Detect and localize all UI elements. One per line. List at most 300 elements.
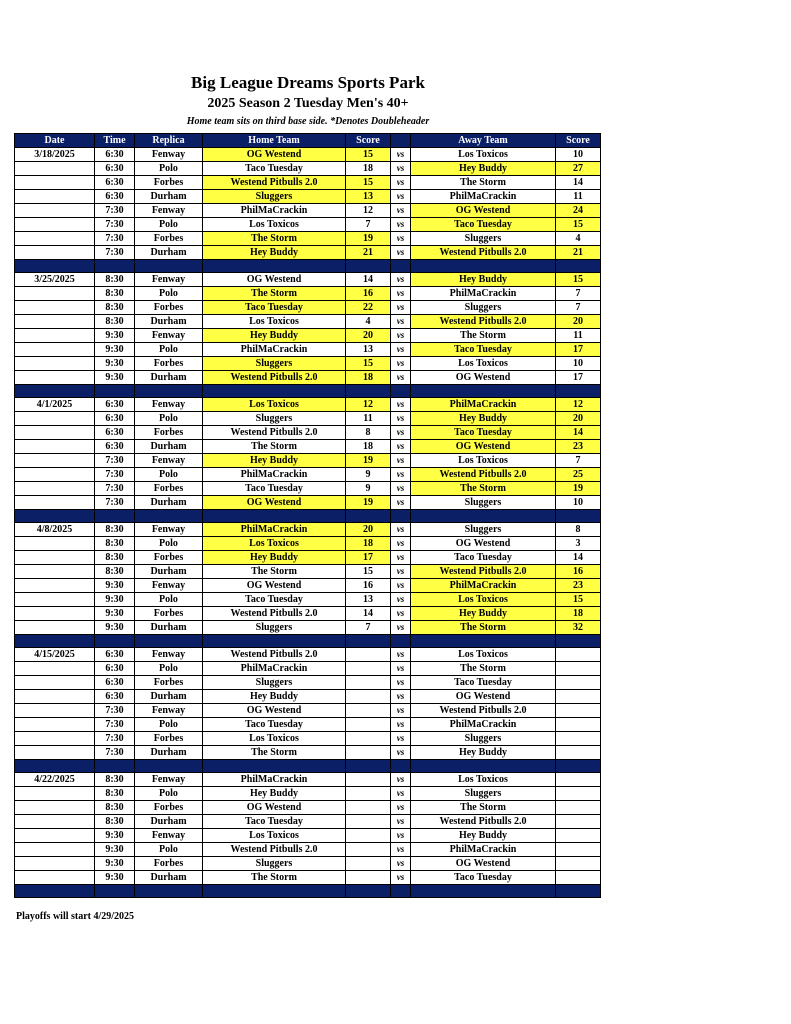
away-score-cell (556, 871, 601, 885)
field-cell: Durham (135, 190, 203, 204)
home-score-cell (346, 690, 391, 704)
field-cell: Polo (135, 162, 203, 176)
field-cell: Fenway (135, 773, 203, 787)
away-score-cell: 11 (556, 329, 601, 343)
away-team-cell: PhilMaCrackin (411, 287, 556, 301)
home-team-cell: Hey Buddy (203, 690, 346, 704)
away-score-cell: 16 (556, 565, 601, 579)
date-cell (15, 162, 95, 176)
away-score-cell (556, 718, 601, 732)
home-score-cell: 12 (346, 204, 391, 218)
home-score-cell (346, 746, 391, 760)
away-score-cell (556, 648, 601, 662)
vs-cell: vs (391, 551, 411, 565)
week-separator (15, 885, 601, 898)
away-team-cell: Sluggers (411, 787, 556, 801)
time-cell: 6:30 (95, 676, 135, 690)
away-team-cell: OG Westend (411, 690, 556, 704)
home-team-cell: OG Westend (203, 273, 346, 287)
header-row (15, 134, 601, 148)
away-score-cell (556, 843, 601, 857)
home-team-cell: Sluggers (203, 190, 346, 204)
table-row (15, 176, 601, 190)
home-score-cell: 21 (346, 246, 391, 260)
home-team-cell: Sluggers (203, 676, 346, 690)
away-score-cell: 25 (556, 468, 601, 482)
table-row (15, 579, 601, 593)
home-team-cell: Hey Buddy (203, 551, 346, 565)
away-team-cell: Hey Buddy (411, 273, 556, 287)
time-cell: 6:30 (95, 162, 135, 176)
date-cell: 4/15/2025 (15, 648, 95, 662)
away-score-cell: 32 (556, 621, 601, 635)
time-cell: 9:30 (95, 857, 135, 871)
field-cell: Forbes (135, 426, 203, 440)
time-cell: 8:30 (95, 523, 135, 537)
week-separator (15, 385, 601, 398)
away-score-cell: 15 (556, 593, 601, 607)
away-team-cell: PhilMaCrackin (411, 579, 556, 593)
date-cell (15, 732, 95, 746)
away-score-cell: 20 (556, 315, 601, 329)
date-cell (15, 621, 95, 635)
header-time: Time (95, 134, 135, 148)
vs-cell: vs (391, 454, 411, 468)
home-team-cell: Westend Pitbulls 2.0 (203, 176, 346, 190)
away-score-cell (556, 732, 601, 746)
away-team-cell: Hey Buddy (411, 829, 556, 843)
away-team-cell: Sluggers (411, 232, 556, 246)
vs-cell: vs (391, 357, 411, 371)
home-team-cell: Taco Tuesday (203, 301, 346, 315)
field-cell: Polo (135, 537, 203, 551)
date-cell (15, 843, 95, 857)
field-cell: Fenway (135, 329, 203, 343)
field-cell: Durham (135, 815, 203, 829)
home-score-cell (346, 801, 391, 815)
home-score-cell (346, 773, 391, 787)
away-score-cell: 7 (556, 301, 601, 315)
time-cell: 8:30 (95, 287, 135, 301)
home-score-cell: 19 (346, 496, 391, 510)
home-score-cell: 18 (346, 371, 391, 385)
home-score-cell: 14 (346, 607, 391, 621)
time-cell: 6:30 (95, 398, 135, 412)
away-team-cell: Hey Buddy (411, 162, 556, 176)
away-score-cell (556, 746, 601, 760)
vs-cell: vs (391, 190, 411, 204)
header-home-team: Home Team (203, 134, 346, 148)
home-score-cell: 20 (346, 523, 391, 537)
date-cell (15, 551, 95, 565)
vs-cell: vs (391, 676, 411, 690)
time-cell: 6:30 (95, 412, 135, 426)
away-score-cell (556, 787, 601, 801)
home-score-cell: 15 (346, 565, 391, 579)
field-cell: Forbes (135, 676, 203, 690)
field-cell: Forbes (135, 857, 203, 871)
date-cell: 4/22/2025 (15, 773, 95, 787)
away-score-cell: 12 (556, 398, 601, 412)
time-cell: 9:30 (95, 607, 135, 621)
time-cell: 7:30 (95, 704, 135, 718)
vs-cell: vs (391, 787, 411, 801)
field-cell: Fenway (135, 454, 203, 468)
vs-cell: vs (391, 662, 411, 676)
field-cell: Forbes (135, 607, 203, 621)
table-row (15, 662, 601, 676)
field-cell: Fenway (135, 523, 203, 537)
home-team-cell: Westend Pitbulls 2.0 (203, 371, 346, 385)
away-team-cell: Taco Tuesday (411, 676, 556, 690)
time-cell: 8:30 (95, 565, 135, 579)
vs-cell: vs (391, 537, 411, 551)
vs-cell: vs (391, 718, 411, 732)
home-score-cell: 9 (346, 482, 391, 496)
home-score-cell: 15 (346, 176, 391, 190)
away-team-cell: The Storm (411, 176, 556, 190)
header-date: Date (15, 134, 95, 148)
home-team-cell: The Storm (203, 440, 346, 454)
vs-cell: vs (391, 468, 411, 482)
away-team-cell: Westend Pitbulls 2.0 (411, 315, 556, 329)
field-cell: Durham (135, 371, 203, 385)
vs-cell: vs (391, 801, 411, 815)
date-cell (15, 176, 95, 190)
away-team-cell: OG Westend (411, 857, 556, 871)
time-cell: 8:30 (95, 801, 135, 815)
away-team-cell: Los Toxicos (411, 148, 556, 162)
home-team-cell: Hey Buddy (203, 246, 346, 260)
vs-cell: vs (391, 440, 411, 454)
vs-cell: vs (391, 565, 411, 579)
table-row (15, 829, 601, 843)
table-row (15, 676, 601, 690)
home-score-cell: 22 (346, 301, 391, 315)
field-cell: Fenway (135, 398, 203, 412)
home-score-cell: 7 (346, 621, 391, 635)
table-row (15, 357, 601, 371)
vs-cell: vs (391, 648, 411, 662)
away-score-cell: 15 (556, 218, 601, 232)
away-score-cell (556, 676, 601, 690)
date-cell (15, 829, 95, 843)
vs-cell: vs (391, 843, 411, 857)
table-row (15, 315, 601, 329)
time-cell: 6:30 (95, 440, 135, 454)
date-cell (15, 787, 95, 801)
table-row (15, 162, 601, 176)
date-cell (15, 329, 95, 343)
vs-cell: vs (391, 162, 411, 176)
field-cell: Fenway (135, 579, 203, 593)
vs-cell: vs (391, 773, 411, 787)
away-score-cell: 14 (556, 176, 601, 190)
time-cell: 8:30 (95, 787, 135, 801)
away-score-cell: 27 (556, 162, 601, 176)
home-score-cell: 19 (346, 454, 391, 468)
date-cell (15, 190, 95, 204)
time-cell: 7:30 (95, 232, 135, 246)
field-cell: Forbes (135, 801, 203, 815)
page-subtitle: 2025 Season 2 Tuesday Men's 40+ (207, 96, 409, 111)
time-cell: 9:30 (95, 829, 135, 843)
away-team-cell: OG Westend (411, 537, 556, 551)
home-team-cell: Westend Pitbulls 2.0 (203, 426, 346, 440)
field-cell: Polo (135, 412, 203, 426)
time-cell: 6:30 (95, 148, 135, 162)
vs-cell: vs (391, 829, 411, 843)
time-cell: 8:30 (95, 301, 135, 315)
vs-cell: vs (391, 246, 411, 260)
field-cell: Forbes (135, 482, 203, 496)
home-team-cell: Hey Buddy (203, 787, 346, 801)
time-cell: 6:30 (95, 176, 135, 190)
home-score-cell (346, 718, 391, 732)
away-team-cell: Westend Pitbulls 2.0 (411, 815, 556, 829)
time-cell: 9:30 (95, 329, 135, 343)
home-score-cell (346, 732, 391, 746)
away-team-cell: Westend Pitbulls 2.0 (411, 468, 556, 482)
week-separator (15, 260, 601, 273)
home-team-cell: PhilMaCrackin (203, 523, 346, 537)
vs-cell: vs (391, 704, 411, 718)
away-team-cell: Los Toxicos (411, 773, 556, 787)
away-score-cell (556, 690, 601, 704)
vs-cell: vs (391, 746, 411, 760)
table-row (15, 648, 601, 662)
home-team-cell: Taco Tuesday (203, 162, 346, 176)
away-score-cell: 17 (556, 371, 601, 385)
home-score-cell: 13 (346, 343, 391, 357)
vs-cell: vs (391, 482, 411, 496)
away-score-cell: 11 (556, 190, 601, 204)
field-cell: Durham (135, 746, 203, 760)
away-score-cell: 18 (556, 607, 601, 621)
time-cell: 6:30 (95, 426, 135, 440)
home-team-cell: The Storm (203, 746, 346, 760)
away-score-cell: 14 (556, 426, 601, 440)
away-team-cell: PhilMaCrackin (411, 398, 556, 412)
table-row (15, 273, 601, 287)
home-score-cell: 11 (346, 412, 391, 426)
away-team-cell: Westend Pitbulls 2.0 (411, 246, 556, 260)
table-row (15, 871, 601, 885)
away-score-cell: 7 (556, 454, 601, 468)
away-score-cell (556, 704, 601, 718)
home-score-cell: 9 (346, 468, 391, 482)
date-cell (15, 343, 95, 357)
home-team-cell: Taco Tuesday (203, 718, 346, 732)
vs-cell: vs (391, 301, 411, 315)
home-team-cell: Hey Buddy (203, 329, 346, 343)
away-score-cell (556, 801, 601, 815)
field-cell: Durham (135, 690, 203, 704)
date-cell (15, 232, 95, 246)
table-row (15, 690, 601, 704)
home-team-cell: Taco Tuesday (203, 482, 346, 496)
home-score-cell: 4 (346, 315, 391, 329)
away-score-cell (556, 773, 601, 787)
vs-cell: vs (391, 148, 411, 162)
field-cell: Polo (135, 718, 203, 732)
date-cell: 4/1/2025 (15, 398, 95, 412)
week-separator (15, 635, 601, 648)
week-separator (15, 760, 601, 773)
field-cell: Durham (135, 871, 203, 885)
home-team-cell: OG Westend (203, 801, 346, 815)
away-score-cell (556, 829, 601, 843)
field-cell: Fenway (135, 829, 203, 843)
home-score-cell: 18 (346, 162, 391, 176)
date-cell (15, 690, 95, 704)
time-cell: 8:30 (95, 815, 135, 829)
home-score-cell: 20 (346, 329, 391, 343)
time-cell: 7:30 (95, 496, 135, 510)
page-title: Big League Dreams Sports Park (191, 73, 425, 92)
away-team-cell: PhilMaCrackin (411, 190, 556, 204)
time-cell: 8:30 (95, 315, 135, 329)
home-score-cell (346, 676, 391, 690)
away-team-cell: OG Westend (411, 204, 556, 218)
home-score-cell (346, 871, 391, 885)
time-cell: 7:30 (95, 732, 135, 746)
vs-cell: vs (391, 523, 411, 537)
table-row (15, 565, 601, 579)
home-score-cell (346, 648, 391, 662)
time-cell: 9:30 (95, 579, 135, 593)
home-score-cell: 7 (346, 218, 391, 232)
week-separator (15, 510, 601, 523)
away-team-cell: Westend Pitbulls 2.0 (411, 565, 556, 579)
home-team-cell: Sluggers (203, 621, 346, 635)
home-score-cell: 12 (346, 398, 391, 412)
time-cell: 7:30 (95, 246, 135, 260)
date-cell (15, 857, 95, 871)
time-cell: 9:30 (95, 621, 135, 635)
home-team-cell: Sluggers (203, 412, 346, 426)
vs-cell: vs (391, 496, 411, 510)
away-team-cell: Los Toxicos (411, 648, 556, 662)
table-row (15, 593, 601, 607)
vs-cell: vs (391, 371, 411, 385)
home-team-cell: The Storm (203, 871, 346, 885)
away-team-cell: Hey Buddy (411, 412, 556, 426)
away-score-cell: 8 (556, 523, 601, 537)
away-team-cell: The Storm (411, 662, 556, 676)
date-cell (15, 454, 95, 468)
table-row (15, 190, 601, 204)
vs-cell: vs (391, 343, 411, 357)
time-cell: 6:30 (95, 662, 135, 676)
field-cell: Polo (135, 662, 203, 676)
away-team-cell: Sluggers (411, 523, 556, 537)
vs-cell: vs (391, 273, 411, 287)
table-row (15, 773, 601, 787)
table-row (15, 343, 601, 357)
field-cell: Fenway (135, 648, 203, 662)
away-team-cell: The Storm (411, 482, 556, 496)
away-score-cell: 23 (556, 579, 601, 593)
header-vs (391, 134, 411, 148)
field-cell: Polo (135, 593, 203, 607)
date-cell (15, 482, 95, 496)
date-cell (15, 718, 95, 732)
home-score-cell: 13 (346, 593, 391, 607)
home-score-cell (346, 704, 391, 718)
field-cell: Forbes (135, 232, 203, 246)
table-row (15, 371, 601, 385)
time-cell: 9:30 (95, 371, 135, 385)
away-team-cell: Taco Tuesday (411, 343, 556, 357)
away-score-cell: 19 (556, 482, 601, 496)
time-cell: 8:30 (95, 551, 135, 565)
table-row (15, 537, 601, 551)
table-row (15, 232, 601, 246)
away-score-cell: 23 (556, 440, 601, 454)
field-cell: Forbes (135, 301, 203, 315)
home-score-cell (346, 787, 391, 801)
home-score-cell (346, 815, 391, 829)
home-score-cell: 18 (346, 537, 391, 551)
date-cell (15, 593, 95, 607)
date-cell (15, 218, 95, 232)
time-cell: 8:30 (95, 537, 135, 551)
home-score-cell: 13 (346, 190, 391, 204)
table-row (15, 287, 601, 301)
home-team-cell: OG Westend (203, 148, 346, 162)
home-team-cell: The Storm (203, 565, 346, 579)
time-cell: 9:30 (95, 871, 135, 885)
time-cell: 7:30 (95, 454, 135, 468)
date-cell (15, 579, 95, 593)
away-score-cell: 10 (556, 357, 601, 371)
date-cell (15, 204, 95, 218)
vs-cell: vs (391, 204, 411, 218)
home-team-cell: Los Toxicos (203, 218, 346, 232)
table-row (15, 246, 601, 260)
away-score-cell (556, 662, 601, 676)
away-team-cell: The Storm (411, 329, 556, 343)
field-cell: Fenway (135, 273, 203, 287)
table-row (15, 468, 601, 482)
home-team-cell: PhilMaCrackin (203, 204, 346, 218)
table-row (15, 454, 601, 468)
away-team-cell: PhilMaCrackin (411, 843, 556, 857)
field-cell: Fenway (135, 148, 203, 162)
vs-cell: vs (391, 232, 411, 246)
time-cell: 9:30 (95, 843, 135, 857)
date-cell: 3/18/2025 (15, 148, 95, 162)
time-cell: 9:30 (95, 357, 135, 371)
table-row (15, 301, 601, 315)
time-cell: 6:30 (95, 648, 135, 662)
away-team-cell: Hey Buddy (411, 607, 556, 621)
home-team-cell: PhilMaCrackin (203, 468, 346, 482)
time-cell: 7:30 (95, 204, 135, 218)
date-cell (15, 426, 95, 440)
away-team-cell: Taco Tuesday (411, 218, 556, 232)
home-score-cell (346, 829, 391, 843)
away-score-cell: 14 (556, 551, 601, 565)
home-team-cell: Hey Buddy (203, 454, 346, 468)
away-team-cell: OG Westend (411, 440, 556, 454)
away-score-cell: 17 (556, 343, 601, 357)
table-row (15, 551, 601, 565)
vs-cell: vs (391, 398, 411, 412)
date-cell (15, 287, 95, 301)
time-cell: 9:30 (95, 343, 135, 357)
